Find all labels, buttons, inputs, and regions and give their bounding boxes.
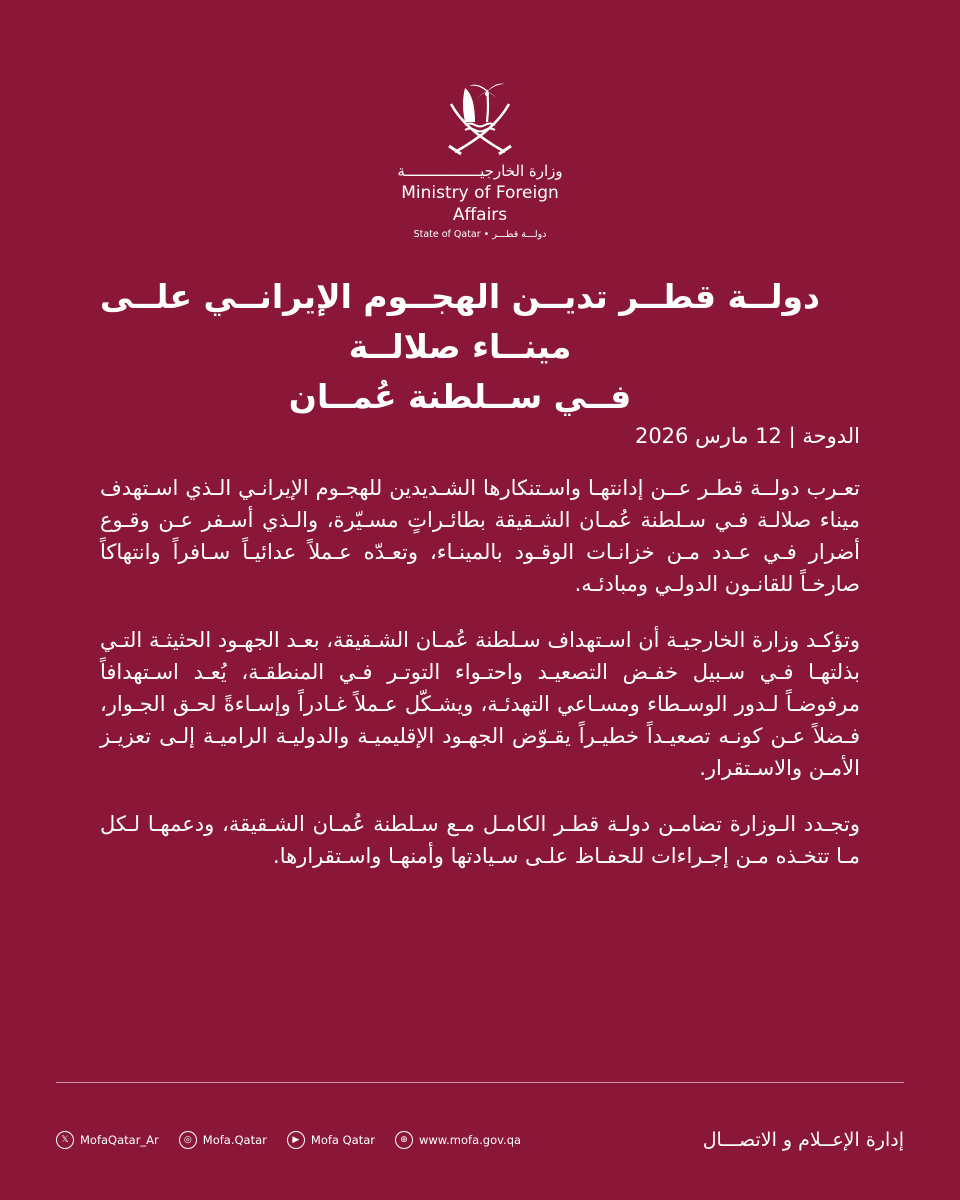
dateline: الدوحة | 12 مارس 2026 (634, 424, 860, 448)
department-name: إدارة الإعــلام و الاتصـــال (702, 1129, 904, 1151)
state-of-qatar-label: State of Qatar • دولـــة قطـــر (413, 229, 547, 240)
x-link[interactable] (56, 1131, 159, 1149)
statement-body (100, 420, 860, 896)
footer-divider (56, 1082, 904, 1083)
x-handle: MofaQatar_Ar (80, 1133, 159, 1147)
instagram-link[interactable] (179, 1131, 267, 1149)
statement-title (60, 272, 860, 422)
instagram-icon: ◎ (179, 1131, 197, 1149)
globe-icon: ⊕ (395, 1131, 413, 1149)
social-links (56, 1131, 521, 1149)
footer (56, 1120, 904, 1160)
ministry-name-arabic: وزارة الخارجيـــــــــــــــــة (397, 162, 563, 180)
youtube-icon: ▶ (287, 1131, 305, 1149)
ministry-logo (380, 70, 580, 240)
website-url: www.mofa.gov.qa (418, 1133, 522, 1147)
ministry-name-english: Ministry of Foreign Affairs (401, 183, 559, 225)
paragraph-2: وتؤكـد وزارة الخارجيـة أن اسـتهداف سـلطنة عُمـان الشـقيقة، بعـد الجهـود الحثيثـة التـي بذلتهـا فـي سـبيل خفـض التصعيـد واحتـواء التوتـر فـي المنطقـة، يُعـد اسـتهدافاً مرفوضـاً لـدور الوسـطاء ومسـاعي التهدئـة، ويشـكّل عـملاً غـادراً وإسـاءةً لحـق الجـوار، فـضلاً عـن كونـه تصعيـداً خطيـراً يقـوّض الجهـود الإقليميـة والدوليـة الراميـة إلـى تعزيـز الأمـن والاسـتقرار. (100, 628, 860, 780)
x-icon: 𝕏 (56, 1131, 74, 1149)
qatar-emblem-icon (435, 70, 525, 160)
youtube-handle: Mofa Qatar (310, 1133, 375, 1147)
paragraph-3: وتجـدد الـوزارة تضامـن دولـة قطـر الكامـل مـع سـلطنة عُمـان الشـقيقة، ودعمهـا لـكل مـا تتخـذه مـن إجـراءات للحفـاظ علـى سـيادتها وأمنهـا واسـتقرارها. (100, 812, 860, 868)
paragraph-1: تعـرب دولــة قطـر عــن إدانتهـا واسـتنكارها الشـديدين للهجـوم الإيرانـي الـذي اسـتهدف ميناء صلالـة فـي سـلطنة عُمـان الشـقيقة بطائـراتٍ مسـيّرة، والـذي أسـفر عـن وقـوع أضرار فـي عـدد مـن خزانـات الوقـود بالمينـاء، وتعـدّه عـملاً عدائيـاً سـافراً وانتهاكاً صارخـاً للقانـون الدولـي ومبادئـه. (100, 476, 860, 596)
website-link[interactable] (395, 1131, 521, 1149)
youtube-link[interactable] (287, 1131, 375, 1149)
title-line-1: دولــة قطــر تديــن الهجــوم الإيرانــي علــى مينــاء صلالــة (100, 277, 820, 366)
instagram-handle: Mofa.Qatar (202, 1133, 267, 1147)
title-line-2: فــي ســلطنة عُمــان (288, 377, 632, 416)
